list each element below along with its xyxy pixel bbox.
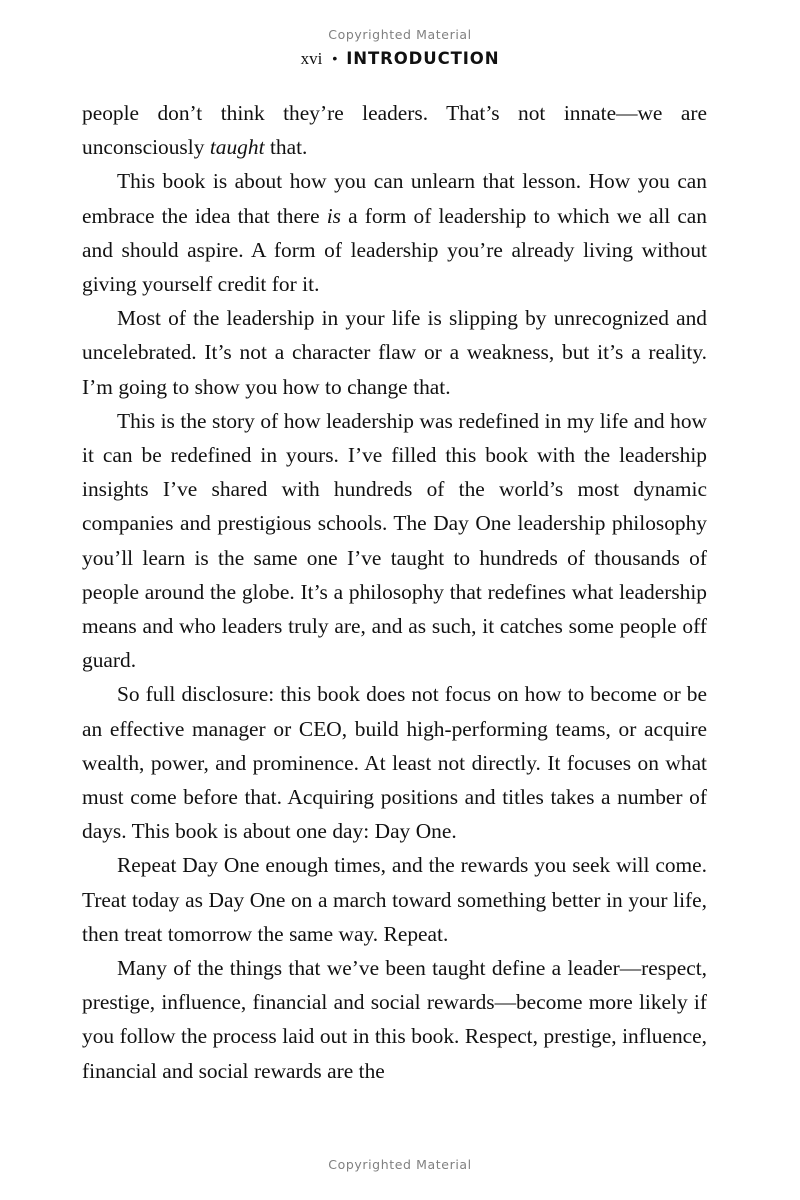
- paragraph-text: that.: [264, 135, 308, 160]
- emphasis-text: is: [326, 203, 342, 228]
- body-paragraph: [82, 848, 707, 951]
- paragraph-text: Repeat Day One enough times, and the rewards you seek will come. Treat today as Day One on a march toward something better in your life, then treat tomorrow the same way. Repeat.: [82, 853, 707, 946]
- emphasis-text: taught: [209, 135, 265, 160]
- body-paragraph: [82, 677, 707, 848]
- paragraph-text: a form of leadership to which we all can and should aspire. A form of leadership you’re already living without giving yourself credit for it.: [82, 203, 707, 297]
- bullet-separator-icon: •: [332, 50, 338, 66]
- paragraph-text: So full disclosure: this book does not focus on how to become or be an effective manager or CEO, build high-performing teams, or acquire wealth, power, and prominence. At least not directly. It focuses on what must come before that. Acquiring positions and titles takes a number of days. This book is about one day: Day One.: [82, 682, 707, 844]
- chapter-title: INTRODUCTION: [346, 49, 500, 68]
- body-paragraph: [82, 404, 707, 678]
- body-paragraph: [82, 96, 707, 164]
- page-folio-number: xvi: [300, 49, 323, 68]
- running-head: [0, 50, 800, 68]
- body-text-block: [82, 96, 707, 1088]
- paragraph-text: people don’t think they’re leaders. That’s not innate—we are unconsciously: [82, 101, 707, 160]
- paragraph-text: This book is about how you can unlearn that lesson. How you can embrace the idea that there: [82, 169, 707, 228]
- body-paragraph: [82, 951, 707, 1088]
- paragraph-text: Most of the leadership in your life is slipping by unrecognized and uncelebrated. It’s not a character flaw or a weakness, but it’s a reality. I’m going to show you how to change that.: [82, 306, 707, 399]
- copyright-watermark-bottom: Copyrighted Material: [328, 1157, 472, 1172]
- body-paragraph: [82, 301, 707, 404]
- paragraph-text: Many of the things that we’ve been taught define a leader—respect, prestige, influence, financial and social rewards—become more likely if you follow the process laid out in this book. Respect, prestige, influence, financial and social rewards are the: [82, 956, 707, 1083]
- paragraph-text: This is the story of how leadership was redefined in my life and how it can be redefined in yours. I’ve filled this book with the leadership insights I’ve shared with hundreds of the world’s most dynamic companies and prestigious schools. The Day One leadership philosophy you’ll learn is the same one I’ve taught to hundreds of thousands of people around the globe. It’s a philosophy that redefines what leadership means and who leaders truly are, and as such, it catches some people off guard.: [82, 408, 707, 673]
- body-paragraph: [82, 164, 707, 301]
- copyright-watermark-top: Copyrighted Material: [328, 27, 472, 42]
